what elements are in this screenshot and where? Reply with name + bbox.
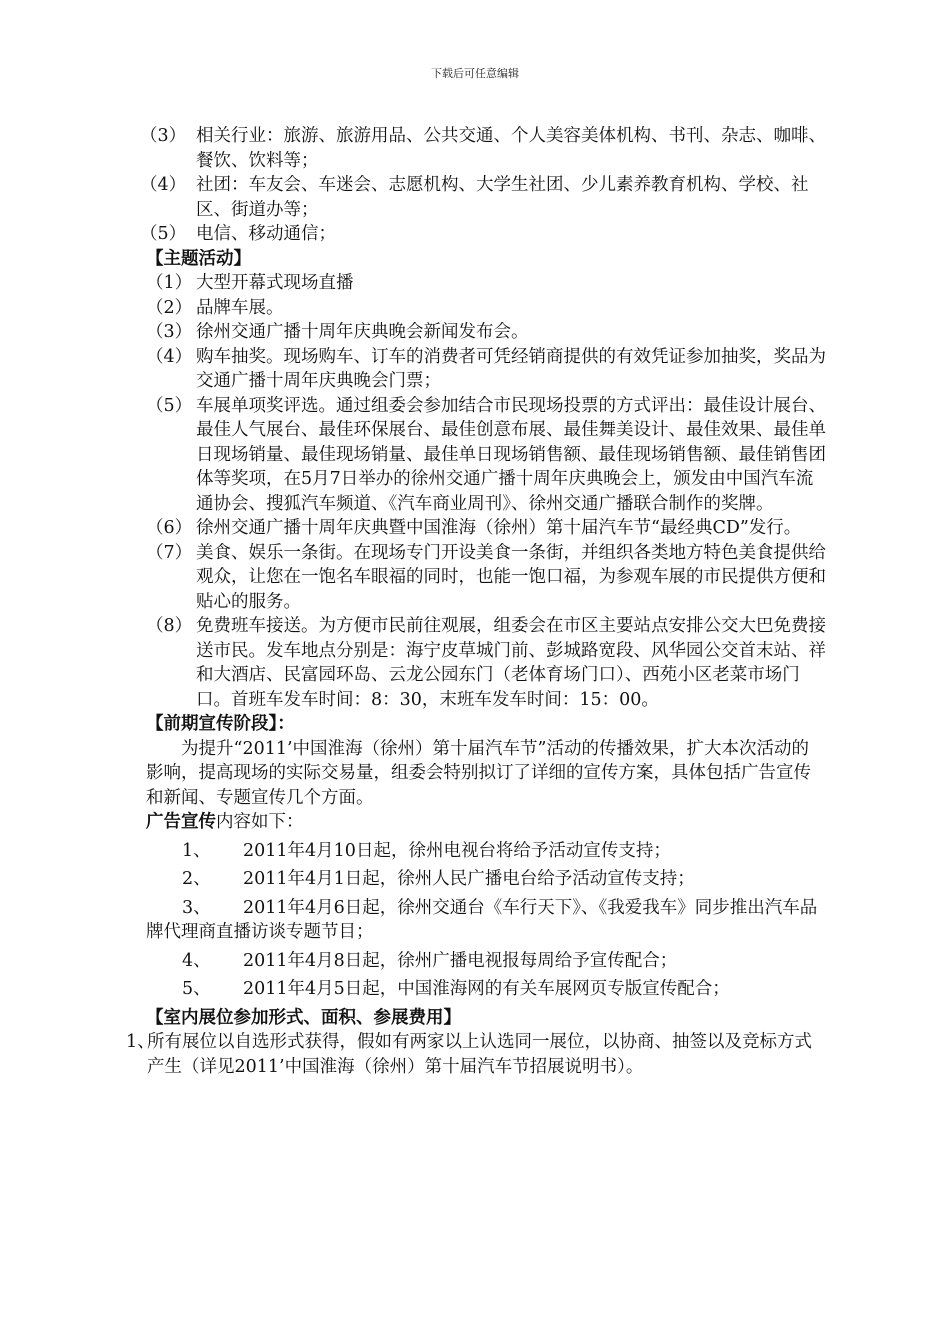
- item-text: 徐州交通广播十周年庆典晚会新闻发布会。: [196, 322, 529, 342]
- ad-intro: [146, 810, 826, 835]
- ad-label: 广告宣传: [146, 812, 216, 832]
- theme-item: [146, 614, 826, 712]
- item-text: 社团：车友会、车迷会、志愿机构、大学生社团、少儿素养教育机构、学校、社区、街道办等；: [196, 175, 809, 220]
- theme-item: [146, 516, 826, 541]
- item-text: 2011年4月10日起，徐州电视台将给予活动宣传支持；: [243, 840, 671, 861]
- item-number: （1）: [146, 273, 193, 293]
- item-number: 5、: [182, 979, 211, 999]
- industry-item: [140, 173, 826, 222]
- item-number: 4、: [182, 950, 211, 971]
- theme-item: [146, 394, 826, 517]
- ad-item: [146, 977, 826, 1002]
- item-text: 购车抽奖。现场购车、订车的消费者可凭经销商提供的有效凭证参加抽奖，奖品为交通广播十周年庆典晚会门票；: [196, 346, 826, 391]
- document-body: [126, 124, 826, 1079]
- item-number: （3）: [146, 322, 193, 342]
- industry-item: [140, 222, 826, 247]
- theme-item: [146, 296, 826, 321]
- theme-heading: 【主题活动】: [146, 248, 251, 269]
- item-text: 电信、移动通信；: [196, 224, 336, 244]
- booth-item: [126, 1030, 826, 1079]
- item-number: （2）: [146, 297, 193, 318]
- item-text: 免费班车接送。为方便市民前往观展，组委会在市区主要站点安排公交大巴免费接送市民。发车地点分别是：海宁皮草城门前、彭城路宽段、风华园公交首末站、祥和大酒店、民富园环岛、云龙公园东门（老体育场门口）、西苑小区老菜市场门口。首班车发车时间：8：30，末班车发车时间：15：00。: [196, 616, 826, 710]
- item-number: 1、: [126, 1032, 155, 1052]
- item-number: （5）: [140, 224, 187, 244]
- item-text: 2011年4月8日起，徐州广播电视报每周给予宣传配合；: [243, 950, 678, 971]
- item-number: （5）: [146, 395, 193, 416]
- item-number: （6）: [146, 518, 193, 538]
- item-text: 相关行业：旅游、旅游用品、公共交通、个人美容美体机构、书刊、杂志、咖啡、餐饮、饮料等；: [196, 126, 826, 171]
- item-text: 大型开幕式现场直播: [196, 273, 354, 293]
- promo-paragraph: 为提升“2011’中国淮海（徐州）第十届汽车节”活动的传播效果，扩大本次活动的影响，提高现场的实际交易量，组委会特别拟订了详细的宣传方案，具体包括广告宣传和新闻、专题宣传几个方面。: [146, 738, 811, 808]
- item-number: （7）: [146, 542, 193, 563]
- item-number: 3、: [182, 897, 211, 918]
- item-text: 美食、娱乐一条街。在现场专门开设美食一条街，并组织各类地方特色美食提供给观众，让您在一饱名车眼福的同时，也能一饱口福，为参观车展的市民提供方便和贴心的服务。: [196, 542, 826, 612]
- ad-item: [146, 839, 826, 864]
- item-number: （4）: [146, 346, 193, 367]
- item-text: 车展单项奖评选。通过组委会参加结合市民现场投票的方式评出：最佳设计展台、最佳人气展台、最佳环保展台、最佳创意布展、最佳舞美设计、最佳效果、最佳单日现场销量、最佳现场销量、最佳单日现场销售额、最佳现场销售额、最佳销售团体等奖项，在5月7日举办的徐州交通广播十周年庆典晚会上，颁发由中国汽车流通协会、搜狐汽车频道、《汽车商业周刊》、徐州交通广播联合制作的奖牌。: [196, 395, 826, 514]
- ad-item: [146, 949, 826, 974]
- item-text: 2011年4月1日起，徐州人民广播电台给予活动宣传支持；: [243, 869, 695, 889]
- ad-item: [146, 896, 826, 945]
- industry-item: [140, 124, 826, 173]
- item-number: 2、: [182, 869, 211, 889]
- item-number: 1、: [182, 840, 211, 861]
- theme-item: [146, 345, 826, 394]
- item-number: （8）: [146, 616, 193, 636]
- item-text: 徐州交通广播十周年庆典暨中国淮海（徐州）第十届汽车节“最经典CD”发行。: [196, 518, 802, 538]
- theme-item: [146, 271, 826, 296]
- item-text: 2011年4月5日起，中国淮海网的有关车展网页专版宣传配合；: [243, 979, 730, 999]
- item-text: 2011年4月6日起，徐州交通台《车行天下》、《我爱我车》同步推出汽车品牌代理商直播访谈专题节目；: [146, 897, 818, 942]
- promo-heading: 【前期宣传阶段】：: [146, 714, 295, 734]
- item-text: 品牌车展。: [196, 297, 284, 318]
- booth-heading: 【室内展位参加形式、面积、参展费用】: [146, 1007, 461, 1028]
- ad-suffix: 内容如下：: [216, 812, 304, 832]
- item-number: （3）: [140, 126, 187, 146]
- theme-item: [146, 320, 826, 345]
- item-number: （4）: [140, 175, 187, 195]
- theme-item: [146, 541, 826, 615]
- ad-item: [146, 867, 826, 892]
- page-header-note: 下载后可任意编辑: [431, 67, 519, 80]
- item-text: 所有展位以自选形式获得，假如有两家以上认选同一展位，以协商、抽签以及竞标方式产生（详见2011’中国淮海（徐州）第十届汽车节招展说明书）。: [147, 1032, 812, 1077]
